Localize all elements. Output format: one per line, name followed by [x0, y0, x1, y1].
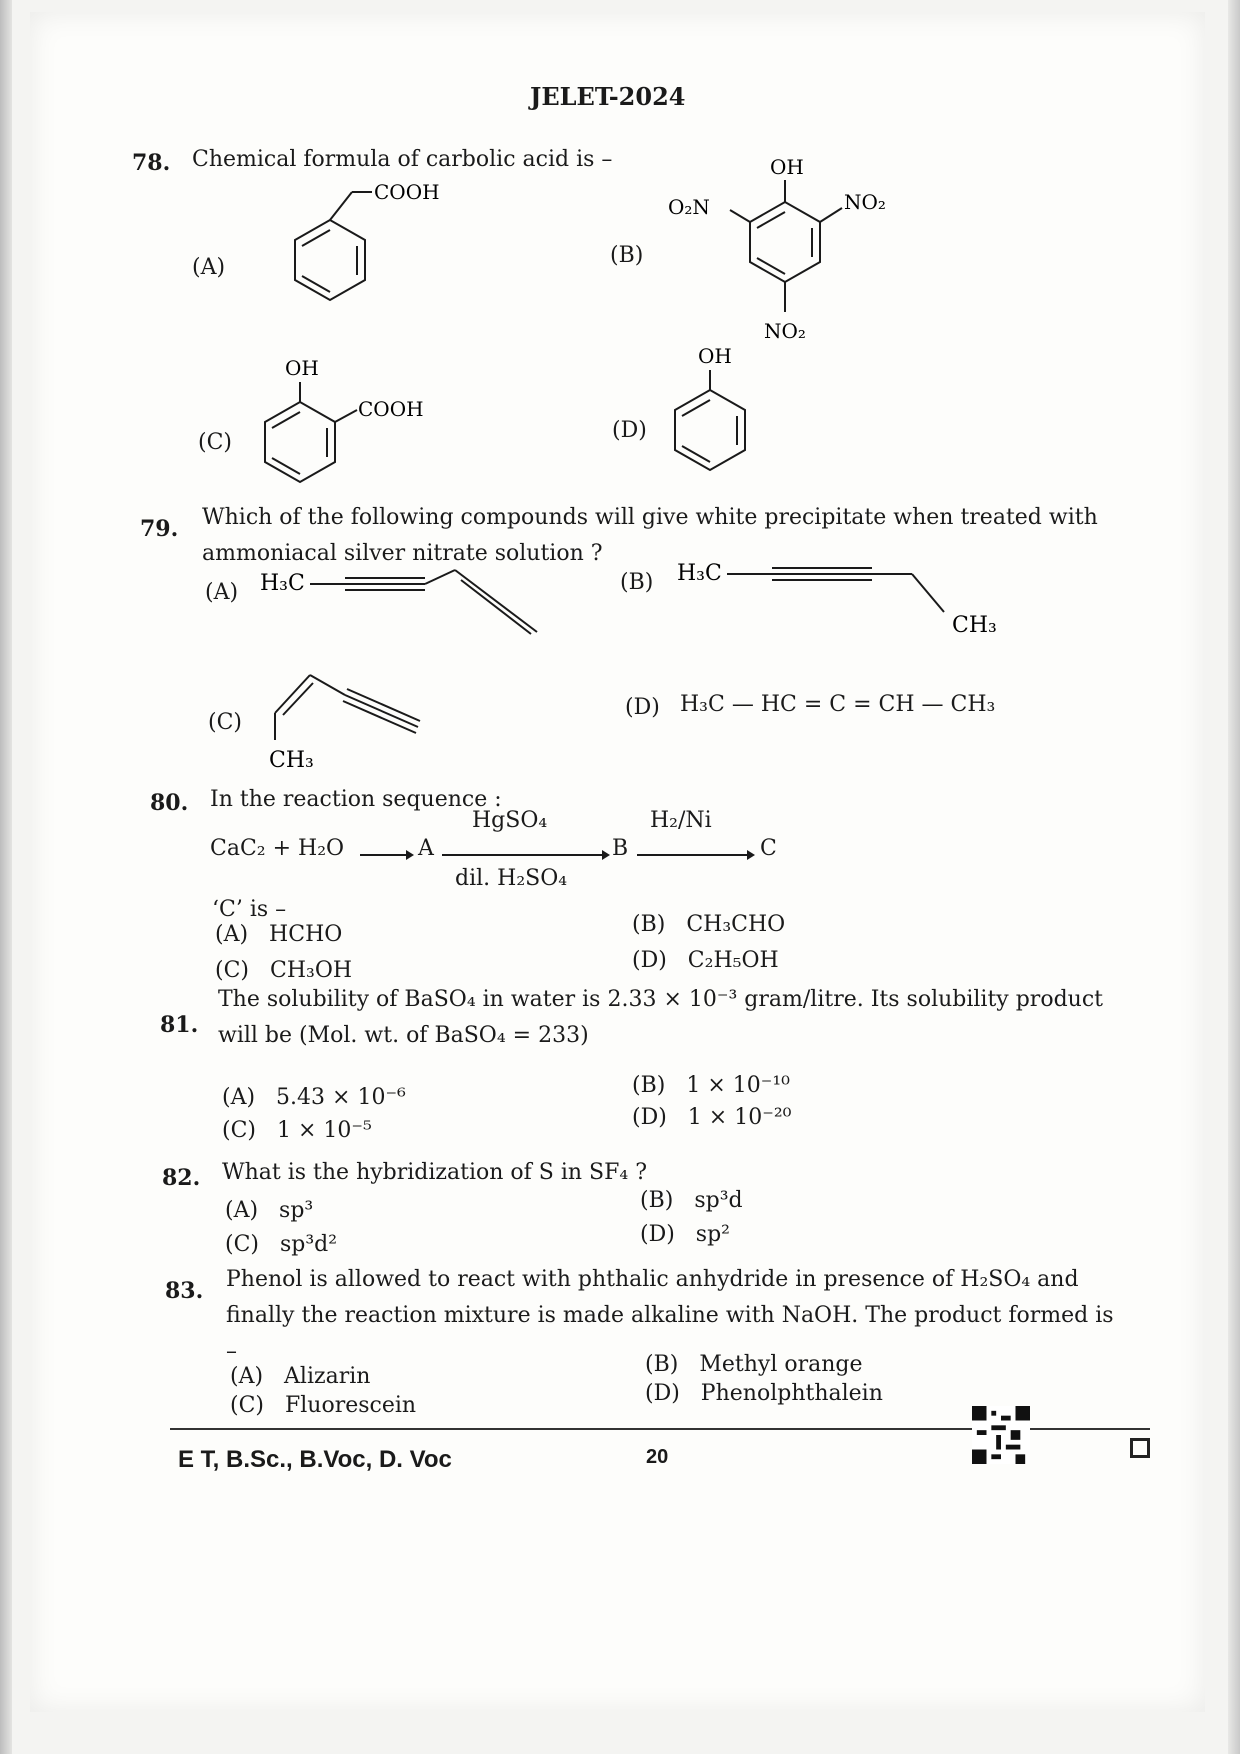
intermediate-a: A [418, 836, 434, 861]
question-number: 79. [140, 516, 179, 542]
option-label: (C) [198, 430, 232, 455]
structure-salicylic-acid [245, 350, 445, 500]
option-a: (A) 5.43 × 10⁻⁶ [222, 1085, 406, 1110]
structure-phenylacetic-acid [240, 170, 440, 340]
option-c: (C) CH₃OH [215, 958, 353, 983]
option-label: (B) [610, 243, 644, 268]
question-number: 81. [160, 1012, 199, 1038]
arrow-3 [635, 848, 755, 862]
page-number: 20 [646, 1446, 669, 1468]
question-number: 78. [132, 150, 171, 176]
option-label: (C) [208, 710, 242, 735]
intermediate-b: B [612, 836, 629, 861]
reagent-h2-ni: H₂/Ni [650, 808, 712, 833]
formula-1-3-pentadiene-allene: H₃C — HC = C = CH — CH₃ [680, 692, 996, 717]
option-d: (D) sp² [640, 1222, 730, 1247]
question-text: Phenol is allowed to react with phthalic anhydride in presence of H₂SO₄ and finally the reaction mixture is made alkaline with NaOH. The product formed is – [226, 1267, 1114, 1364]
question-text: What is the hybridization of S in SF₄ ? [222, 1160, 648, 1185]
option-c: (C) 1 × 10⁻⁵ [222, 1118, 372, 1143]
option-b: (B) CH₃CHO [632, 912, 786, 937]
option-b: (B) Methyl orange [645, 1352, 863, 1377]
arrow-2 [440, 848, 610, 862]
option-d: (D) C₂H₅OH [632, 948, 779, 973]
option-a: (A) sp³ [225, 1198, 314, 1223]
footer-course-codes: E T, B.Sc., B.Voc, D. Voc [178, 1446, 452, 1473]
question-number: 82. [162, 1165, 201, 1191]
question-text: Which of the following compounds will give white precipitate when treated with ammoniacal silver nitrate solution ? [202, 505, 1098, 566]
reaction-sequence [210, 808, 810, 898]
option-c: (C) sp³d² [225, 1232, 338, 1257]
reagent-dil-h2so4: dil. H₂SO₄ [455, 866, 568, 891]
question-number: 80. [150, 790, 189, 816]
page-edge-left [0, 0, 12, 1754]
corner-marker [1130, 1438, 1150, 1458]
option-label: (D) [612, 418, 647, 443]
question-number: 83. [165, 1278, 204, 1304]
question-prompt: ‘C’ is – [212, 897, 287, 922]
question-text: The solubility of BaSO₄ in water is 2.33 × 10⁻³ gram/litre. Its solubility product will be (Mol. wt. of BaSO₄ = 233) [218, 987, 1103, 1048]
option-d: (D) 1 × 10⁻²⁰ [632, 1105, 792, 1130]
label-cooh: COOH [374, 180, 440, 204]
svg-text:OH: OH [698, 344, 732, 368]
question-text: Chemical formula of carbolic acid is – [192, 147, 613, 172]
svg-text:H₃C: H₃C [260, 571, 305, 596]
structure-cis-pent-3-en-1-yne [255, 655, 455, 775]
product-c: C [760, 836, 777, 861]
option-b: (B) 1 × 10⁻¹⁰ [632, 1073, 790, 1098]
svg-text:NO₂: NO₂ [844, 190, 886, 214]
option-label: (A) [205, 580, 239, 605]
option-a: (A) HCHO [215, 922, 343, 947]
structure-pent-2-yne [672, 552, 1032, 652]
option-label: (A) [192, 255, 226, 280]
option-label: (D) [625, 695, 660, 720]
reagent-hgso4: HgSO₄ [472, 808, 548, 833]
structure-picric-acid [660, 152, 900, 352]
svg-text:OH: OH [285, 356, 319, 380]
svg-text:H₃C: H₃C [677, 561, 722, 586]
svg-text:COOH: COOH [358, 397, 424, 421]
svg-text:O₂N: O₂N [668, 195, 710, 219]
option-b: (B) sp³d [640, 1188, 743, 1213]
reactants: CaC₂ + H₂O [210, 836, 345, 861]
svg-text:OH: OH [770, 155, 804, 179]
option-a: (A) Alizarin [230, 1364, 371, 1389]
structure-pent-1-en-3-yne [255, 560, 545, 640]
svg-text:CH₃: CH₃ [952, 613, 997, 638]
svg-text:NO₂: NO₂ [764, 319, 806, 343]
option-label: (B) [620, 570, 654, 595]
option-c: (C) Fluorescein [230, 1393, 417, 1418]
structure-phenol [660, 338, 780, 488]
qr-code [972, 1406, 1030, 1464]
page-edge-right [1228, 0, 1240, 1754]
page-title: JELET-2024 [530, 82, 686, 111]
arrow-1 [358, 848, 414, 862]
svg-text:CH₃: CH₃ [269, 748, 314, 773]
question-text: In the reaction sequence : [210, 787, 502, 812]
option-d: (D) Phenolphthalein [645, 1381, 883, 1406]
